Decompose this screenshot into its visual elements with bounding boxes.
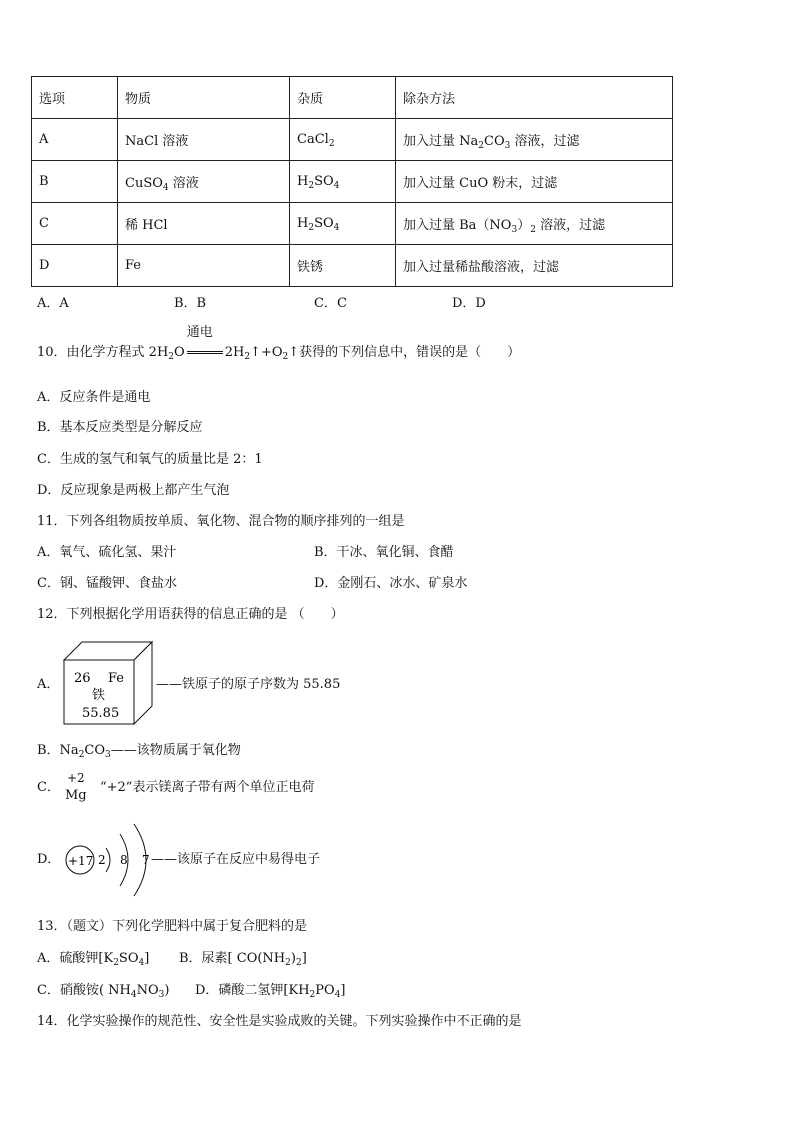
table-row xyxy=(32,203,673,245)
q12-option-c-charge: +2 xyxy=(67,771,85,785)
table-header-row xyxy=(32,77,673,119)
q11-option-a: A．氧气、硫化氢、果汁 xyxy=(37,545,177,560)
q9-option-c: C．C xyxy=(314,296,347,311)
q11-option-c: C．钢、锰酸钾、食盐水 xyxy=(37,576,177,591)
header-option: 选项 xyxy=(32,77,118,119)
q12-option-d-label: D． xyxy=(37,852,61,867)
q12-option-c-label: C． xyxy=(37,780,60,795)
q9-option-b: B．B xyxy=(174,296,207,311)
q12-option-d-text: ——该原子在反应中易得电子 xyxy=(151,852,321,867)
q13-option-b: B．尿素[ $CO(NH_2)_2$] xyxy=(179,951,307,968)
cell-substance: CuSO$_4$ 溶液 xyxy=(118,161,290,203)
q11-stem: 11．下列各组物质按单质、氧化物、混合物的顺序排列的一组是 xyxy=(37,514,405,529)
cell-method: 加入过量 CuO 粉末，过滤 xyxy=(396,161,673,203)
q12-option-b: B．$Na_2CO_3——$该物质属于氧化物 xyxy=(37,743,241,760)
shell-2-electrons: 8 xyxy=(120,853,128,867)
q13-option-c: C．硝酸铵( $NH_4NO_3$) xyxy=(37,983,170,1000)
cell-impurity: CaCl$_2$ xyxy=(290,119,396,161)
q12-option-a-label: A． xyxy=(37,677,60,692)
cell-impurity: $H_2SO_4$ xyxy=(290,161,396,203)
table-row xyxy=(32,119,673,161)
cell-impurity: $H_2SO_4$ xyxy=(290,203,396,245)
header-method: 除杂方法 xyxy=(396,77,673,119)
reaction-condition: 通电 xyxy=(186,325,213,340)
cell-substance: 稀 HCl xyxy=(118,203,290,245)
cube-symbol: Fe xyxy=(108,671,125,686)
cell-substance: NaCl 溶液 xyxy=(118,119,290,161)
q10-option-d: D．反应现象是两极上都产生气泡 xyxy=(37,483,230,498)
purification-table xyxy=(31,76,673,287)
cube-atomic-number: 26 xyxy=(74,671,91,686)
q12-option-c-symbol: Mg xyxy=(65,788,87,803)
reaction-arrow xyxy=(186,325,223,354)
cell-method: 加入过量 $Na_2CO_3$ 溶液，过滤 xyxy=(396,119,673,161)
q12-option-a-text: ——铁原子的原子序数为 55.85 xyxy=(156,677,341,692)
q9-option-d: D．D xyxy=(452,296,486,311)
q12-option-c-text: “+2”表示镁离子带有两个单位正电荷 xyxy=(100,780,315,795)
q10-option-b: B．基本反应类型是分解反应 xyxy=(37,420,203,435)
cell-option: D xyxy=(32,245,118,287)
q14-stem: 14．化学实验操作的规范性、安全性是实验成败的关键。下列实验操作中不正确的是 xyxy=(37,1014,522,1029)
cell-method: 加入过量稀盐酸溶液，过滤 xyxy=(396,245,673,287)
cube-mass: 55.85 xyxy=(82,706,120,721)
cell-method: 加入过量 $Ba(NO_3)_2$ 溶液，过滤 xyxy=(396,203,673,245)
table-row xyxy=(32,245,673,287)
q10-option-c: C．生成的氢气和氧气的质量比是 2：1 xyxy=(37,452,263,467)
q13-stem: 13．（题文）下列化学肥料中属于复合肥料的是 xyxy=(37,919,308,934)
q10-stem: 10．由化学方程式 $2H_2O$ 通电 $2H_2↑+O_2↑$获得的下列信息中，错误的是（ ） xyxy=(37,325,521,362)
q13-option-d: D．磷酸二氢钾$[KH_2PO_4]$ xyxy=(195,983,346,1000)
q11-option-b: B．干冰、氧化铜、食醋 xyxy=(314,545,454,560)
cell-option: A xyxy=(32,119,118,161)
cell-substance: Fe xyxy=(118,245,290,287)
cube-name: 铁 xyxy=(92,688,106,703)
q13-option-a: A．硫酸钾$[K_2SO_4]$ xyxy=(37,951,150,968)
q10-option-a: A．反应条件是通电 xyxy=(37,390,151,405)
periodic-cell-cube xyxy=(62,640,154,726)
shell-1-electrons: 2 xyxy=(98,853,106,867)
q11-option-d: D．金刚石、冰水、矿泉水 xyxy=(314,576,468,591)
q12-stem: 12．下列根据化学用语获得的信息正确的是 （ ） xyxy=(37,607,344,622)
cell-option: B xyxy=(32,161,118,203)
cell-option: C xyxy=(32,203,118,245)
cell-impurity: 铁锈 xyxy=(290,245,396,287)
atom-nucleus-charge: +17 xyxy=(68,854,94,868)
shell-3-electrons: 7 xyxy=(142,853,150,867)
header-substance: 物质 xyxy=(118,77,290,119)
q9-option-a: A．A xyxy=(37,296,69,311)
table-row xyxy=(32,161,673,203)
header-impurity: 杂质 xyxy=(290,77,396,119)
